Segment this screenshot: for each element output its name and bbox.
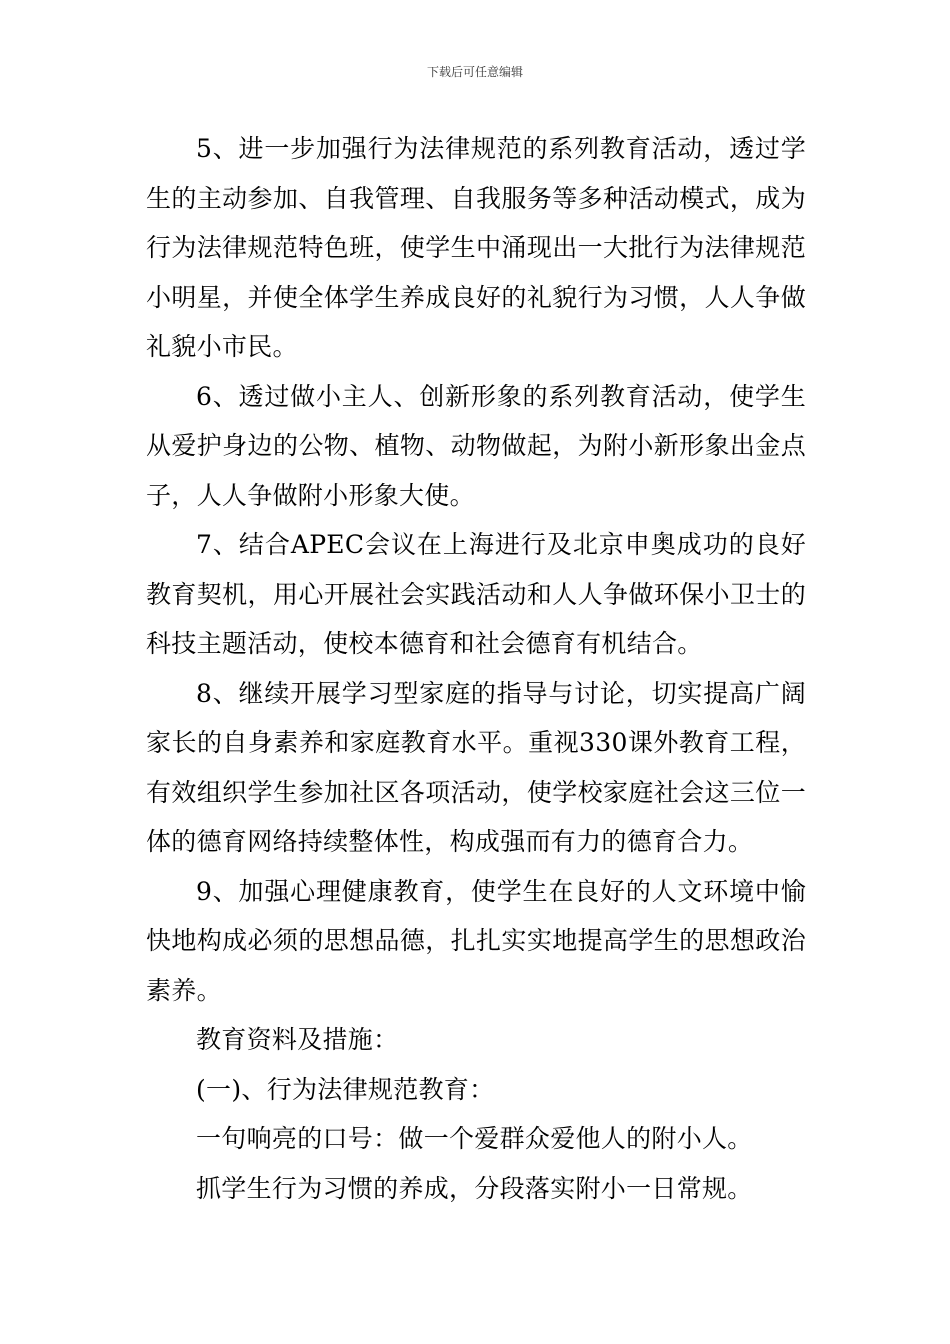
section-heading: 教育资料及措施： — [196, 1025, 399, 1054]
slogan-line: 一句响亮的口号：做一个爱群众爱他人的附小人。 — [196, 1124, 753, 1153]
routine-line: 抓学生行为习惯的养成，分段落实附小一日常规。 — [196, 1173, 753, 1203]
page-header: 下载后可任意编辑 — [426, 65, 523, 79]
paragraph-item-6: 6、透过做小主人、创新形象的系列教育活动，使学生从爱护身边的公物、植物、动物做起，为附小新形象出金点子，人人争做附小形象大使。 — [146, 381, 806, 510]
paragraph-item-8: 8、继续开展学习型家庭的指导与讨论，切实提高广阔家长的自身素养和家庭教育水平。重视330课外教育工程，有效组织学生参加社区各项活动，使学校家庭社会这三位一体的德育网络持续整体性，构成强而有力的德育合力。 — [146, 678, 806, 856]
paragraph-item-7: 7、结合APEC会议在上海进行及北京申奥成功的良好教育契机，用心开展社会实践活动和人人争做环保小卫士的科技主题活动，使校本德育和社会德育有机结合。 — [146, 530, 806, 658]
paragraph-item-9: 9、加强心理健康教育，使学生在良好的人文环境中愉快地构成必须的思想品德，扎扎实实地提高学生的思想政治素养。 — [146, 876, 806, 1005]
paragraph-item-5: 5、进一步加强行为法律规范的系列教育活动，透过学生的主动参加、自我管理、自我服务等多种活动模式，成为行为法律规范特色班，使学生中涌现出一大批行为法律规范小明星，并使全体学生养成良好的礼貌行为习惯，人人争做礼貌小市民。 — [146, 134, 806, 361]
subsection-heading: (一)、行为法律规范教育： — [196, 1074, 495, 1104]
document-body — [146, 124, 806, 1213]
